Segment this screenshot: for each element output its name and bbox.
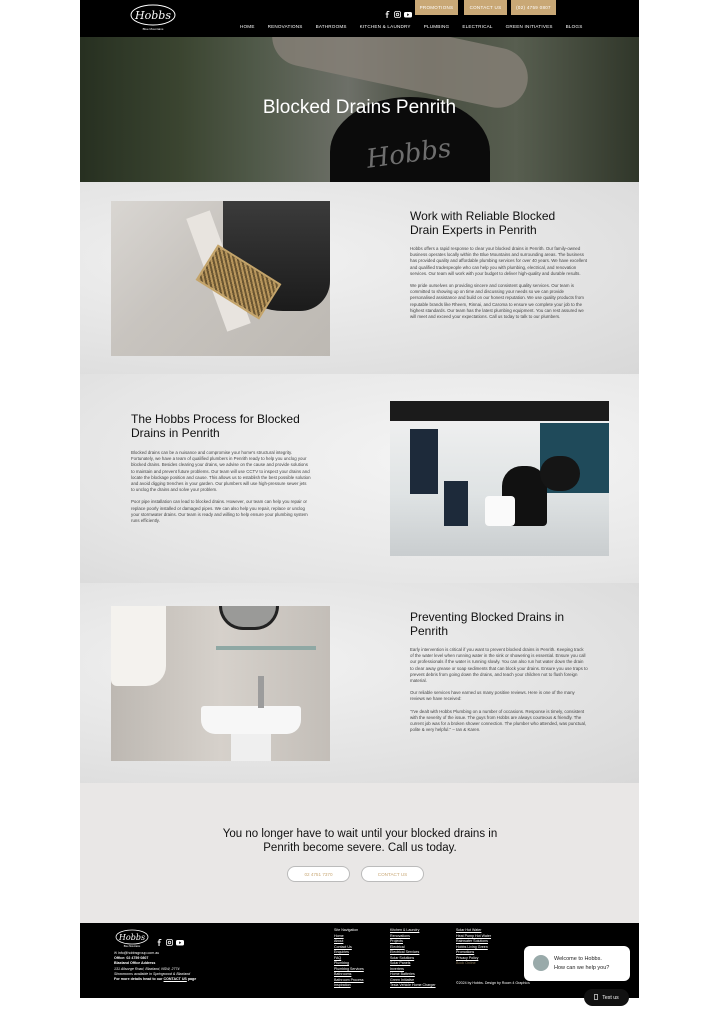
footer-link-faq[interactable]: FAQ [334,955,342,960]
footer-address: 131 Allsorge Road, Blaxland, NSW, 2774 [114,966,180,971]
hero-banner [80,37,639,182]
footer-link-living-green[interactable]: Hobbs Living Green [456,944,488,949]
section1-paragraph-1: Hobbs offers a rapid response to clear your blocked drains in Penrith. Our family-owned business operates locally within the Blue Mountains and surrounding areas. The business has provided quality and affordable plumbing services for over 40 years. We have excellent and qualified tradespeople who can help you with plumbing, electrical, and renovation services. Our team will work with your budget to deliver high-quality and durable results. [410,246,588,276]
footer-link-inspiration[interactable]: Inspiration [334,983,351,987]
svg-text:Blue Mountains: Blue Mountains [142,27,164,31]
section3-paragraph-2: Our reliable services have earned us many positive reviews. Here is one of the many reviews we have received: [410,690,575,702]
footer-link-tesla-charger[interactable]: Tesla Vehicle Home Charger [390,983,436,987]
footer-more-details [114,977,264,982]
email-icon: ✉ [114,951,119,955]
instagram-icon[interactable] [394,5,401,12]
photo-window-2 [444,481,468,526]
footer-contact-info [114,951,264,982]
text-us-label: Text us [602,994,619,1001]
nav-bathrooms[interactable]: BATHROOMS [315,24,347,29]
footer-social-links [156,933,184,951]
footer-link-solar-solutions[interactable]: Solar Solutions [390,955,415,960]
footer-link-contact-us[interactable]: Contact Us [334,944,352,949]
nav-renovations[interactable]: RENOVATIONS [267,24,303,29]
footer-link-privacy[interactable]: Privacy Policy [456,955,479,960]
site-header [80,0,639,37]
facebook-icon[interactable] [384,5,391,12]
phone-icon [594,994,598,1002]
footer-col-more [456,928,491,967]
footer-link-solar-hot-water[interactable]: Solar Hot Water [456,928,482,932]
footer-col1-heading: Site Navigation [334,928,359,932]
footer-office-phone[interactable]: Office: 02 4759 0807 [114,956,149,961]
footer-link-rainwater[interactable]: Rainwater Solutions [456,939,488,943]
footer-copyright: ©2024 by Hobbs. Design by Room 4 Graphics [456,981,530,985]
chat-message [554,955,609,973]
photo-mirror [219,606,279,630]
footer-link-solar-panels[interactable]: Solar Panels [390,961,411,965]
section2-paragraph-1: Blocked drains can be a nuisance and compromise your home's structural integrity. Fortunately, we have a team of qualified plumbers in Penrith ready to help you unclog your blocked drains. Besides clearing your drains, we advise on the cause and provide solutions to maintain and prevent future problems. Our team will use CCTV to inspect your drains and locate the blockage position and cause. This allows us to establish the best possible solution and avoid digging trenches in your garden. Our plumbers will use high-pressure sewer jets to unclog the drains and solve your problem. [131,450,311,493]
chat-line-2: How can we help you? [554,965,610,971]
footer-link-about[interactable]: About [334,939,344,943]
section2-title: The Hobbs Process for Blocked Drains in Penrith [131,412,300,440]
footer-link-plumbing[interactable]: Plumbing [334,961,349,965]
photo-basin [201,706,301,734]
section-preventing [80,583,639,783]
social-links [384,5,411,12]
footer-link-electrical[interactable]: Electrical [390,944,405,949]
call-to-action [80,783,639,923]
footer-link-projects[interactable]: Projects [390,939,403,943]
chat-widget[interactable] [524,946,630,981]
photo-towel [111,606,166,686]
footer-instagram-icon[interactable] [166,933,173,951]
footer-link-bathroom-process[interactable]: Bathroom Process [334,977,364,982]
drain-grate-photo [111,201,330,356]
text-us-button[interactable] [584,989,629,1006]
footer-more-prefix: For more details head to our [114,977,164,982]
footer-contact-link[interactable]: CONTACT US [163,977,187,982]
photo-plumber-2 [540,456,580,491]
nav-green-initiatives[interactable]: GREEN INITIATIVES [505,24,553,29]
svg-text:Hobbs: Hobbs [364,133,454,175]
photo-tap [258,676,264,708]
photo-window-1 [410,429,438,494]
cta-contact-button[interactable]: CONTACT US [361,866,424,882]
section2-paragraph-2: Poor pipe installation can lead to blocked drains. However, our team can help you repair or replace poorly installed or damaged pipes. We can also help you repair, replace or unclog your stormwater drains. Our team is ready and willing to help ensure your plumbing system runs efficiently. [131,499,308,524]
nav-electrical[interactable]: ELECTRICAL [462,24,493,29]
footer-address-label: Blaxland Office Address [114,961,156,966]
footer-facebook-icon[interactable] [156,933,163,951]
section3-body [410,647,588,733]
youtube-icon[interactable] [404,5,411,12]
footer-link-electrical-services[interactable]: Electrical Services [390,950,420,954]
chat-avatar [533,955,549,971]
svg-text:Hobbs: Hobbs [135,9,171,22]
footer-link-inverters[interactable]: Inverters [390,966,404,971]
footer-link-renovations[interactable]: Renovations [390,933,410,938]
chat-line-1: Welcome to Hobbs. [554,956,602,962]
footer-more-suffix: page [186,977,197,982]
section-hobbs-process [80,374,639,583]
section3-review-quote: "I've dealt with Hobbs Plumbing on a number of occasions. Response is timely, consistent with the severity of the issue. The guys from Hobbs are always courteous & friendly. The current job was for a broken shower connection. The plumber who attended, was punctual, polite & very helpful." – Ian & Karen. [410,708,587,733]
footer-link-kitchen-laundry[interactable]: Kitchen & Laundry [390,928,420,932]
section1-title: Work with Reliable Blocked Drain Experts in Penrith [410,209,556,237]
promotions-button[interactable]: PROMOTIONS [415,0,458,15]
footer-youtube-icon[interactable] [176,933,184,951]
hobbs-logo[interactable] [129,2,177,32]
footer-logo[interactable] [114,928,150,948]
section3-title: Preventing Blocked Drains in Penrith [410,610,565,638]
footer-link-home[interactable]: Home [334,933,344,938]
footer-link-promotions[interactable]: Promotions [456,950,475,954]
footer-link-green-initiative[interactable]: Green Initiative [390,977,415,982]
nav-kitchen-laundry[interactable]: KITCHEN & LAUNDRY [359,24,411,29]
photo-vanity [485,496,515,526]
footer-email[interactable]: info@hobbsgroup.com.au [118,951,160,955]
footer-link-heat-pump[interactable]: Heat Pump Hot Water [456,933,492,938]
contact-us-button[interactable]: CONTACT US [464,0,507,15]
photo-ceiling [390,401,609,421]
footer-link-home-batteries[interactable]: Home Batteries [390,972,415,976]
cta-title: You no longer have to wait until your blocked drains in Penrith become severe. Call us today. [222,828,498,854]
phone-button[interactable]: (02) 4759 0807 [511,0,556,15]
svg-text:Hobbs: Hobbs [118,933,146,942]
bathroom-plumbers-photo [390,401,609,556]
cta-phone-button[interactable]: 02 4751 7370 [287,866,350,882]
footer-link-enquiries[interactable]: Enquiries [334,950,349,954]
nav-home[interactable]: HOME [240,24,255,29]
footer-showrooms: Showrooms available in Springwood & Blaxland [114,971,191,976]
nav-blogs[interactable]: BLOGS [565,24,583,29]
photo-glass-shelf [216,646,316,650]
footer-link-plumbing-services[interactable]: Plumbing Services [334,966,364,971]
section2-body [131,450,311,524]
footer-link-book-online[interactable]: Book Online [456,961,476,965]
nav-plumbing[interactable]: PLUMBING [423,24,450,29]
section1-body [410,246,588,320]
footer-link-bathrooms[interactable]: Bathrooms [334,972,352,976]
section3-paragraph-1: Early intervention is critical if you want to prevent blocked drains in Penrith. Keeping track of the water level when running water in the sink or showering is essential. Ensure you call our professionals if the water is running slowly. You can also run hot water down the drain to clear away grease or soap sediments that can block your drains. Ensure you use traps to prevent debris from going down the drains, and teach your children not to flush foreign material. [410,647,588,684]
footer-col-services [390,928,436,989]
footer-col-site-navigation [334,928,364,989]
main-nav [240,24,582,29]
basin-photo [111,606,330,761]
photo-pedestal [231,734,271,761]
section1-paragraph-2: We pride ourselves on providing sincere and consistent quality services. Our team is committed to showing up on time and discussing your needs so we can provide personalised assistance and build on our honest reputation. We use quality products from reputable brands like Rheem, Rinnai, and Caroma to ensure we complete your job to the highest standards. Our team has the latest plumbing equipment. You can rest assured we will meet and exceed your expectations. Call us today to talk to our plumbers. [410,283,584,320]
page [80,0,639,998]
svg-text:Blue Mountains: Blue Mountains [123,945,141,948]
section-reliable-experts [80,182,639,374]
page-title: Blocked Drains Penrith [262,97,457,118]
